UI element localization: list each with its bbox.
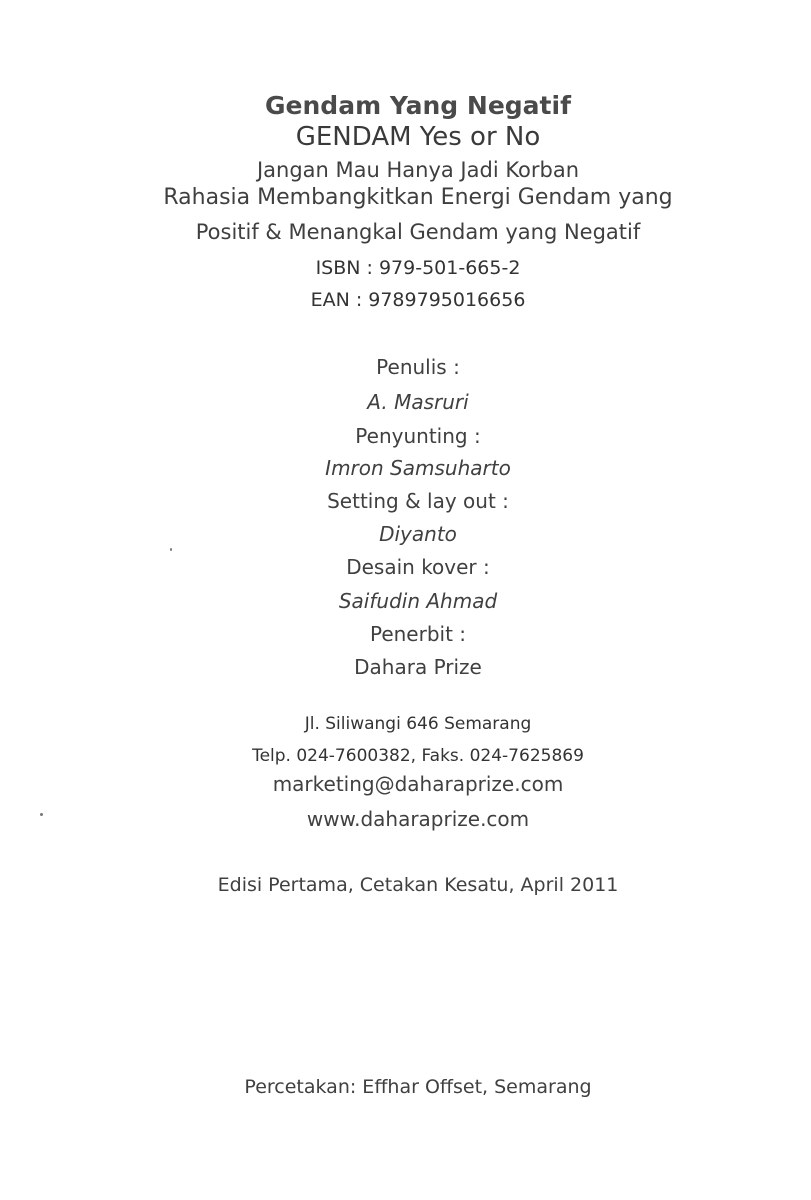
publisher-phone: Telp. 024-7600382, Faks. 024-7625869 (252, 746, 584, 766)
publisher-name: Dahara Prize (354, 655, 482, 679)
book-subtitle-line-3: Positif & Menangkal Gendam yang Negatif (195, 220, 641, 244)
print-speck (40, 813, 43, 816)
editor-name: Imron Samsuharto (325, 456, 511, 480)
layout-role: Setting & lay out : (327, 489, 509, 513)
printer-info: Percetakan: Effhar Offset, Semarang (244, 1076, 592, 1098)
isbn: ISBN : 979-501-665-2 (315, 257, 521, 279)
book-subtitle-line-2: Rahasia Membangkitkan Energi Gendam yang (163, 185, 673, 210)
book-subtitle-line-1: Jangan Mau Hanya Jadi Korban (256, 158, 580, 182)
editor-role: Penyunting : (355, 424, 481, 448)
publisher-email: marketing@daharaprize.com (272, 772, 564, 796)
book-title: Gendam Yang Negatif (265, 91, 571, 120)
author-name: A. Masruri (367, 390, 469, 414)
cover-design-name: Saifudin Ahmad (338, 589, 498, 613)
layout-name: Diyanto (379, 522, 457, 546)
ean: EAN : 9789795016656 (310, 289, 526, 311)
publisher-address: Jl. Siliwangi 646 Semarang (304, 714, 532, 734)
cover-design-role: Desain kover : (346, 555, 490, 579)
book-title-secondary: GENDAM Yes or No (295, 122, 541, 152)
publisher-website: www.daharaprize.com (306, 807, 530, 831)
print-speck (170, 548, 172, 551)
publisher-role: Penerbit : (369, 622, 467, 646)
edition-info: Edisi Pertama, Cetakan Kesatu, April 2011 (217, 874, 619, 896)
author-role: Penulis : (376, 355, 460, 379)
